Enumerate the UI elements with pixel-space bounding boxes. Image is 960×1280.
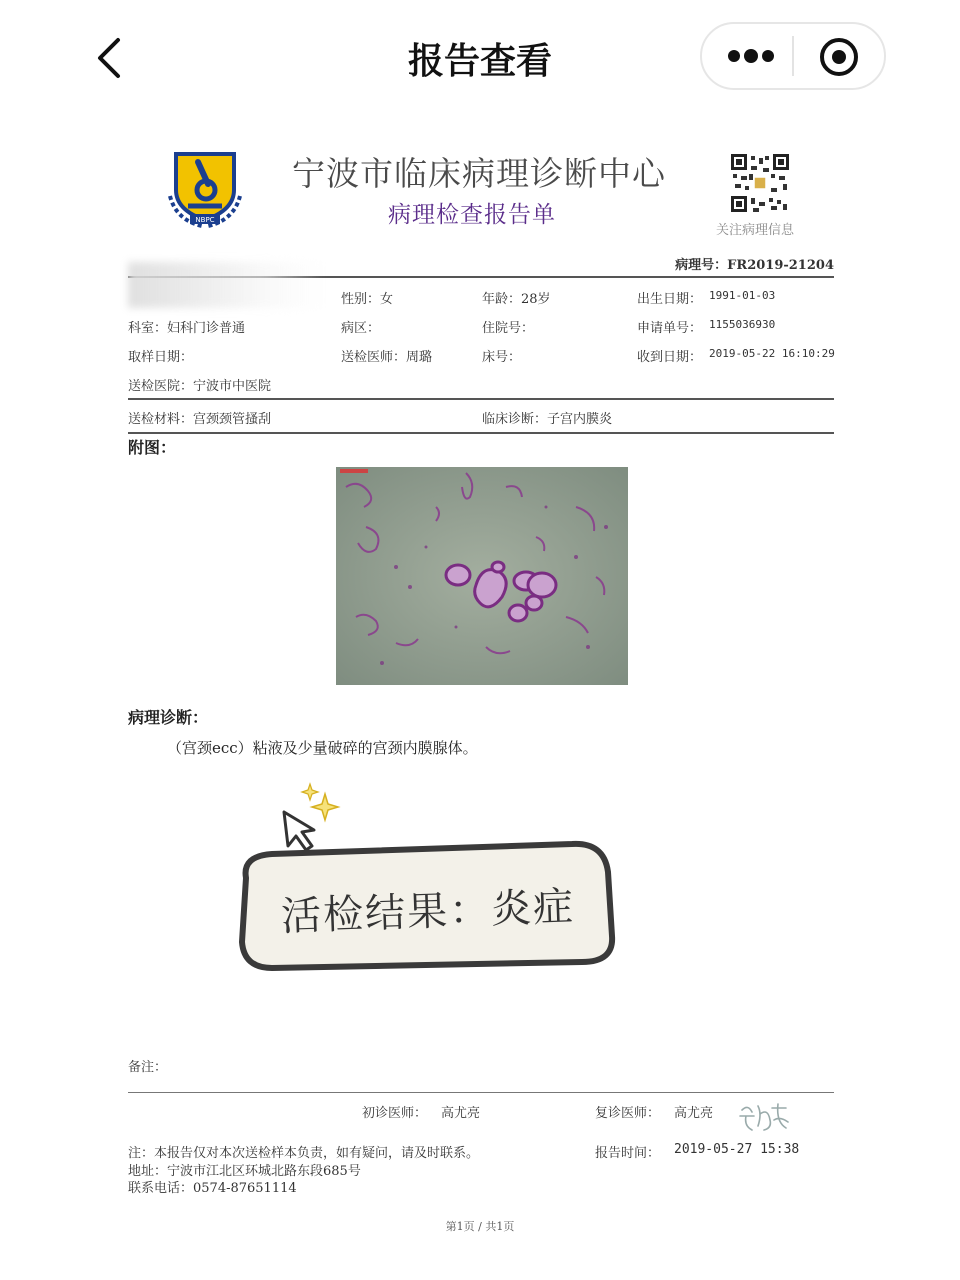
micrograph-image — [336, 467, 628, 685]
report-time-label: 报告时间： — [595, 1146, 661, 1161]
page-indicator: 第1页 / 共1页 — [445, 1220, 515, 1233]
birth-date: 1991-01-03 — [709, 289, 776, 302]
specimen-material: 送检材料：宫颈颈管搔刮 — [128, 412, 272, 427]
more-button[interactable] — [728, 50, 772, 62]
figure-label: 附图： — [128, 438, 177, 457]
capsule-divider — [792, 36, 794, 76]
phone: 联系电话：0574-87651114 — [128, 1181, 297, 1196]
more-icon-dot — [744, 49, 758, 63]
redacted-name — [128, 262, 324, 308]
department: 科室：妇科门诊普通 — [128, 321, 246, 336]
received-date-label: 收到日期： — [637, 350, 703, 365]
divider — [128, 432, 834, 434]
logo-text: NBPC — [195, 216, 215, 224]
review-doctor-label: 复诊医师： — [595, 1106, 661, 1121]
diagnosis-label: 病理诊断： — [128, 708, 209, 727]
page-title: 报告查看 — [407, 41, 552, 82]
bed-number: 床号： — [482, 350, 522, 365]
qr-code — [731, 154, 789, 212]
referring-doctor: 送检医师：周璐 — [341, 350, 433, 365]
clinical-diagnosis: 临床诊断：子宫内膜炎 — [482, 412, 613, 427]
more-icon — [728, 50, 740, 62]
disclaimer-note: 注：本报告仅对本次送检样本负责，如有疑问，请及时联系。 — [128, 1146, 480, 1161]
target-icon — [817, 35, 861, 79]
received-date: 2019-05-22 16:10:29 — [709, 347, 835, 360]
gender: 性别：女 — [341, 292, 394, 307]
hospital-logo — [162, 150, 248, 230]
doctor-signature — [738, 1100, 794, 1134]
age: 年龄：28岁 — [482, 292, 551, 307]
ward: 病区： — [341, 321, 381, 336]
request-number: 1155036930 — [709, 318, 776, 331]
sparkle-icon — [302, 784, 318, 800]
divider — [128, 1092, 834, 1093]
referring-hospital: 送检医院：宁波市中医院 — [128, 379, 272, 394]
hospital-name: 宁波市临床病理诊断中心 — [292, 154, 666, 193]
more-icon-dot — [762, 50, 774, 62]
pathology-number: 病理号：FR2019-21204 — [675, 258, 834, 273]
admission-number: 住院号： — [482, 321, 535, 336]
review-doctor-name: 高尤亮 — [674, 1106, 714, 1121]
report-title: 病理检查报告单 — [388, 202, 556, 228]
initial-doctor-name: 高尤亮 — [441, 1106, 481, 1121]
diagnosis-text: （宫颈ecc）粘液及少量破碎的宫颈内膜腺体。 — [167, 739, 478, 757]
sparkle-icon — [312, 794, 338, 820]
handwritten-note-sticker — [232, 838, 616, 974]
qr-caption: 关注病理信息 — [716, 223, 795, 238]
close-miniprogram-button[interactable] — [817, 35, 861, 79]
initial-doctor-label: 初诊医师： — [362, 1106, 428, 1121]
handwritten-note-text: 活检结果：炎症 — [280, 883, 576, 941]
request-number-label: 申请单号： — [637, 321, 703, 336]
birth-date-label: 出生日期： — [637, 292, 703, 307]
report-time: 2019-05-27 15:38 — [674, 1142, 800, 1157]
address: 地址：宁波市江北区环城北路东段685号 — [128, 1164, 361, 1179]
remarks-label: 备注： — [128, 1060, 168, 1075]
sample-date: 取样日期： — [128, 350, 194, 365]
divider — [128, 398, 834, 400]
